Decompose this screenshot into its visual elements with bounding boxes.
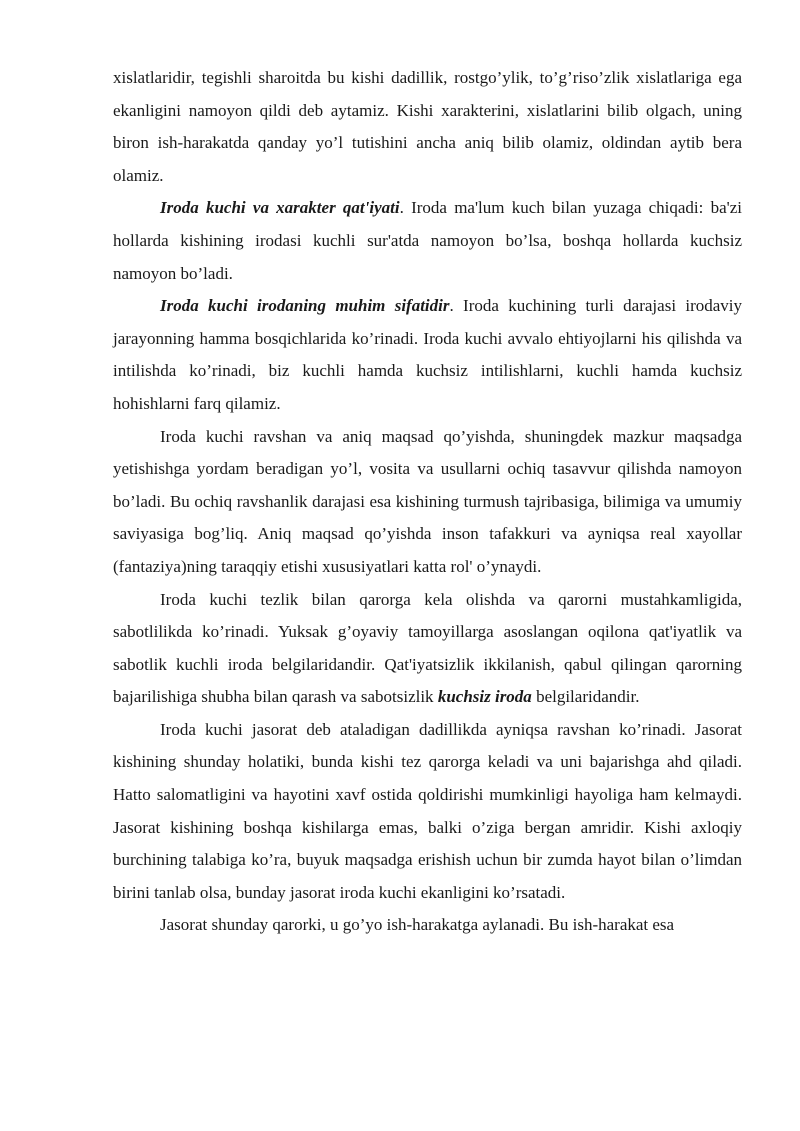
paragraph-6 bbox=[113, 714, 742, 910]
paragraph-3-heading: Iroda kuchi irodaning muhim sifatidir bbox=[160, 296, 450, 316]
paragraph-5 bbox=[113, 584, 742, 714]
paragraph-1 bbox=[113, 62, 742, 192]
paragraph-6-text: Iroda kuchi jasorat deb ataladigan dadillikda ayniqsa ravshan ko’rinadi. Jasorat kishining shunday holatiki, bunda kishi tez qarorga keladi va uni bajarishga ahd qiladi. Hatto salomatligini va hayotini xavf ostida qoldirishi mumkinligi hayoliga ham kelmaydi. Jasorat kishining boshqa kishilarga emas, balki o’ziga bergan amridir. Kishi axloqiy burchining talabiga ko’ra, buyuk maqsadga erishish uchun bir zumda hayot bilan o’limdan birini tanlab olsa, bunday jasorat iroda kuchi ekanligini ko’rsatadi. bbox=[113, 719, 742, 902]
paragraph-1-text: xislatlaridir, tegishli sharoitda bu kishi dadillik, rostgo’ylik, to’g’riso’zlik xislatlariga ega ekanligini namoyon qildi deb aytamiz. Kishi xarakterini, xislatlarini bilib olgach, uning biron ish-harakatda qanday yo’l tutishini ancha aniq bilib olamiz, oldindan aytib bera olamiz. bbox=[113, 68, 742, 185]
paragraph-7-text: Jasorat shunday qarorki, u go’yo ish-harakatga aylanadi. Bu ish-harakat esa bbox=[160, 915, 675, 935]
paragraph-3 bbox=[113, 290, 742, 420]
paragraph-7 bbox=[113, 909, 742, 942]
paragraph-2-text: . Iroda ma'lum kuch bilan yuzaga chiqadi: ba'zi hollarda kishining irodasi kuchli sur'atda namoyon bo’lsa, boshqa hollarda kuchsiz namoyon bo’ladi. bbox=[113, 198, 742, 283]
paragraph-2 bbox=[113, 192, 742, 290]
paragraph-5-text: Iroda kuchi tezlik bilan qarorga kela olishda va qarorni mustahkamligida, sabotlilikda ko’rinadi. Yuksak g’oyaviy tamoyillarga asoslangan oqilona qat'iyatlik va sabotlik kuchli iroda belgilaridandir. Qat'iyatsizlik ikkilanish, qabul qilingan qarorning bajarilishiga shubha bilan qarash va sabotsizlik bbox=[113, 589, 742, 707]
paragraph-3-text: . Iroda kuchining turli darajasi irodaviy jarayonning hamma bosqichlarida ko’rinadi. Iroda kuchi avvalo ehtiyojlarni his qilishda va intilishda ko’rinadi, biz kuchli hamda kuchsiz intilishlarni, kuchli hamda kuchsiz hohishlarni farq qilamiz. bbox=[113, 296, 743, 413]
document-page bbox=[113, 62, 742, 942]
paragraph-4-text: Iroda kuchi ravshan va aniq maqsad qo’yishda, shuningdek mazkur maqsadga yetishishga yordam beradigan yo’l, vosita va usullarni ochiq tasavvur qilishda namoyon bo’ladi. Bu ochiq ravshanlik darajasi esa kishining turmush tajribasiga, bilimiga va umumiy saviyasiga bog’liq. Aniq maqsad qo’yishda inson tafakkuri va ayniqsa real xayollar (fantaziya)ning taraqqiy etishi xususiyatlari katta rol' o’ynaydi. bbox=[113, 426, 742, 576]
paragraph-5-emphasis: kuchsiz iroda bbox=[437, 687, 532, 707]
paragraph-5-text-end: belgilaridandir. bbox=[531, 687, 640, 707]
paragraph-2-heading: Iroda kuchi va xarakter qat'iyati bbox=[160, 198, 400, 218]
paragraph-4 bbox=[113, 421, 742, 584]
